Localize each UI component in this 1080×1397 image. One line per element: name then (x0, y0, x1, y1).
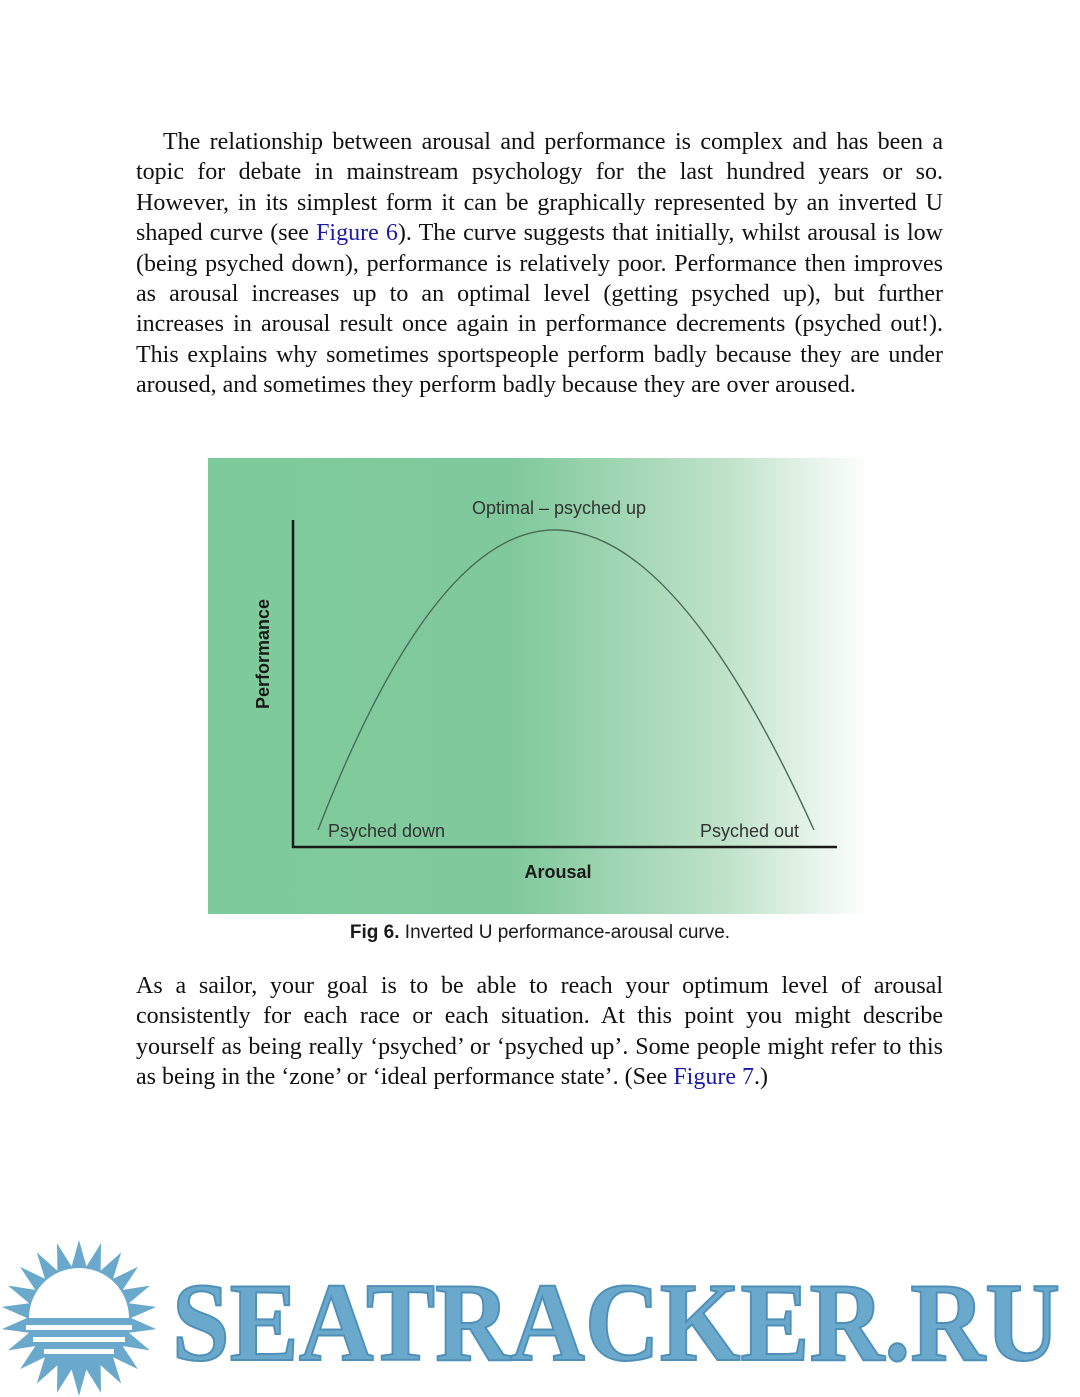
caption-label: Fig 6. (349, 922, 400, 943)
figure-inverted-u (208, 458, 870, 914)
figure-6-link[interactable]: Figure 6 (316, 220, 398, 247)
caption-text: Inverted U performance-arousal curve. (399, 922, 731, 943)
watermark-text: SEATRACKER.RU (172, 1261, 1060, 1385)
psyched-out-label: Psyched out (699, 821, 799, 841)
sun-icon (2, 1240, 156, 1396)
figure-background (208, 458, 870, 914)
paragraph-arousal-performance (136, 127, 943, 401)
paragraph-text: As a sailor, your goal is to be able to reach your optimum level of arousal consistently for each race or each situation. At this point you might describe yourself as being really ‘psyched’ or ‘psyched up’. Some people might refer to this as being in the ‘zone’ or ‘ideal performance state’. (See (136, 973, 943, 1091)
psyched-down-label: Psyched down (328, 821, 446, 841)
figure-7-link[interactable]: Figure 7 (673, 1064, 754, 1091)
paragraph-sailor-goal (136, 971, 943, 1093)
x-axis-label: Arousal (524, 862, 592, 882)
figure-caption (0, 922, 1080, 944)
watermark-logo (0, 1236, 1080, 1397)
inverted-u-chart (208, 458, 870, 914)
peak-label: Optimal – psyched up (471, 498, 647, 518)
paragraph-text: ). The curve suggests that initially, whilst arousal is low (being psyched down), performance is relatively poor. Performance then improves as arousal increases up to an optimal level (getting psyched up), but further increases in arousal result once again in performance decrements (psyched out!). This explains why sometimes sportspeople perform badly because they are under aroused, and sometimes they perform badly because they are over aroused. (136, 220, 943, 399)
y-axis-label: Performance (253, 598, 273, 710)
paragraph-text: .) (753, 1064, 768, 1091)
paragraph-text: The relationship between arousal and performance is complex and has been a topic for debate in mainstream psychology for the last hundred years or so. However, in its simplest form it can be graphically represented by an inverted U shaped curve (see (136, 129, 943, 247)
